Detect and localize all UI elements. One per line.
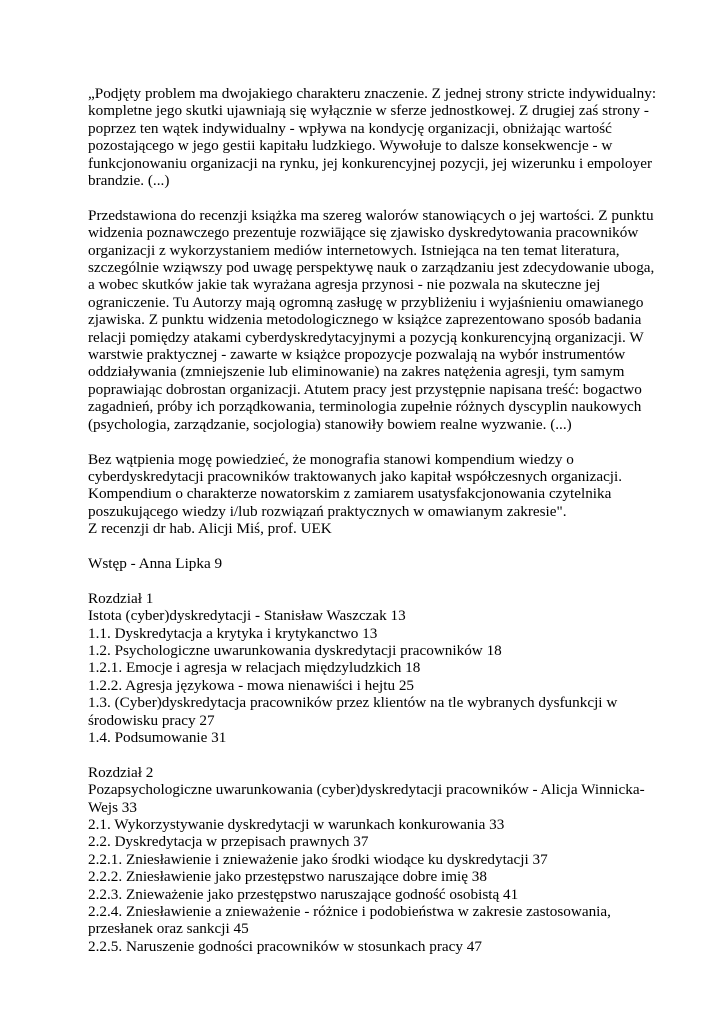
text-line: Kompendium o charakterze nowatorskim z zamiarem usatysfakcjonowania czytelnika xyxy=(88,485,612,503)
text-line: Przedstawiona do recenzji książka ma szereg walorów stanowiących o jej wartości. Z punktu xyxy=(88,206,654,224)
text-line: pozostającego w jego gestii kapitału ludzkiego. Wywołuje to dalsze konsekwencje - w xyxy=(88,137,613,155)
toc-entry: 2.2.2. Zniesławienie jako przestępstwo naruszające dobre imię 38 xyxy=(88,868,487,886)
toc-entry: 2.2.5. Naruszenie godności pracowników w stosunkach pracy 47 xyxy=(88,937,482,955)
text-line: relacji pomiędzy atakami cyberdyskredytacyjnymi a pozycją konkurencyjną organizacji. W xyxy=(88,328,644,346)
toc-entry: 2.2. Dyskredytacja w przepisach prawnych 37 xyxy=(88,833,369,851)
review-attribution: Z recenzji dr hab. Alicji Miś, prof. UEK xyxy=(88,520,332,538)
toc-entry: 2.2.3. Znieważenie jako przestępstwo naruszające godność osobistą 41 xyxy=(88,885,519,903)
text-line: brandzie. (...) xyxy=(88,172,170,190)
text-line: a wobec skutków jakie tak wyrażana agresja przynosi - nie pozwala na skuteczne jej xyxy=(88,276,601,294)
text-line: szczególnie wziąwszy pod uwagę perspektywę nauk o zarządzaniu jest zdecydowanie uboga, xyxy=(88,259,655,277)
text-line: poszukującego wiedzy i/lub rozwiązań praktycznych w omawianym zakresie". xyxy=(88,502,567,520)
toc-entry: 1.3. (Cyber)dyskredytacja pracowników przez klientów na tle wybranych dysfunkcji w xyxy=(88,694,618,712)
toc-entry: 1.1. Dyskredytacja a krytyka i krytykanctwo 13 xyxy=(88,624,378,642)
toc-entry: przesłanek oraz sankcji 45 xyxy=(88,920,249,938)
text-line: cyberdyskredytacji pracowników traktowanych jako kapitał współczesnych organizacji. xyxy=(88,467,623,485)
text-line: zjawiska. Z punktu widzenia metodologicznego w książce zaprezentowano sposób badania xyxy=(88,311,642,329)
toc-entry: 1.4. Podsumowanie 31 xyxy=(88,728,227,746)
toc-chapter-2 xyxy=(88,763,645,955)
text-line: kompletne jego skutki ujawniają się wyłącznie w sferze jednostkowej. Z drugiej zaś strony - xyxy=(88,102,649,120)
chapter-title: Wejs 33 xyxy=(88,798,137,816)
text-line: funkcjonowaniu organizacji na rynku, jej konkurencyjnej pozycji, jej wizerunku i empoloyer xyxy=(88,154,653,172)
text-line: (psychologia, zarządzanie, socjologia) stanowiły bowiem realne wyzwanie. (...) xyxy=(88,415,572,433)
text-line: widzenia poznawczego prezentuje rozwiājące się zjawisko dyskredytowania pracowników xyxy=(88,224,639,242)
toc-entry: 1.2.1. Emocje i agresja w relacjach międzyludzkich 18 xyxy=(88,659,421,677)
toc-entry: Wstęp - Anna Lipka 9 xyxy=(88,554,223,572)
text-line: poprzez ten wątek indywidualny - wpływa na kondycję organizacji, obniżając wartość xyxy=(88,119,612,137)
text-line: oddziaływania (zmniejszenie lub eliminowanie) na zakres natężenia agresji, tym samym xyxy=(88,363,625,381)
text-line: ograniczenie. Tu Autorzy mają ogromną zasługę w przybliżeniu i wyjaśnieniu omawianego xyxy=(88,293,644,311)
toc-intro xyxy=(88,555,640,572)
review-paragraph-2 xyxy=(88,206,655,433)
text-line: „Podjęty problem ma dwojakiego charakteru znaczenie. Z jednej strony stricte indywidualny: xyxy=(88,85,657,102)
review-paragraph-3 xyxy=(88,451,640,538)
toc-entry: 2.2.4. Zniesławienie a znieważenie - różnice i podobieństwa w zakresie zastosowania, xyxy=(88,903,611,921)
toc-entry: 2.2.1. Zniesławienie i znieważenie jako środki wiodące ku dyskredytacji 37 xyxy=(88,850,548,868)
text-line: warstwie praktycznej - zawarte w książce propozycje pozwalają na wybór instrumentów xyxy=(88,346,626,364)
chapter-heading: Rozdział 2 xyxy=(88,763,154,781)
toc-entry: 2.1. Wykorzystywanie dyskredytacji w warunkach konkurowania 33 xyxy=(88,815,505,833)
chapter-title: Istota (cyber)dyskredytacji - Stanisław Waszczak 13 xyxy=(88,607,406,625)
toc-entry: 1.2.2. Agresja językowa - mowa nienawiści i hejtu 25 xyxy=(88,676,415,694)
toc-entry: środowisku pracy 27 xyxy=(88,711,215,729)
text-line: zagadnień, próby ich porządkowania, terminologia zupełnie różnych dyscyplin naukowych xyxy=(88,398,642,416)
toc-chapter-1 xyxy=(88,590,640,747)
text-line: organizacji z wykorzystaniem mediów internetowych. Istniejąca na ten temat literatura, xyxy=(88,241,620,259)
chapter-heading: Rozdział 1 xyxy=(88,589,154,607)
chapter-title: Pozapsychologiczne uwarunkowania (cyber)dyskredytacji pracowników - Alicja Winnicka- xyxy=(88,781,645,799)
review-paragraph-1 xyxy=(88,85,657,190)
text-line: poprawiając dobrostan organizacji. Atutem pracy jest przystępnie napisana treść: bogactwo xyxy=(88,380,642,398)
document-page xyxy=(88,85,657,973)
text-line: Bez wątpienia mogę powiedzieć, że monografia stanowi kompendium wiedzy o xyxy=(88,450,574,468)
toc-entry: 1.2. Psychologiczne uwarunkowania dyskredytacji pracowników 18 xyxy=(88,641,502,659)
